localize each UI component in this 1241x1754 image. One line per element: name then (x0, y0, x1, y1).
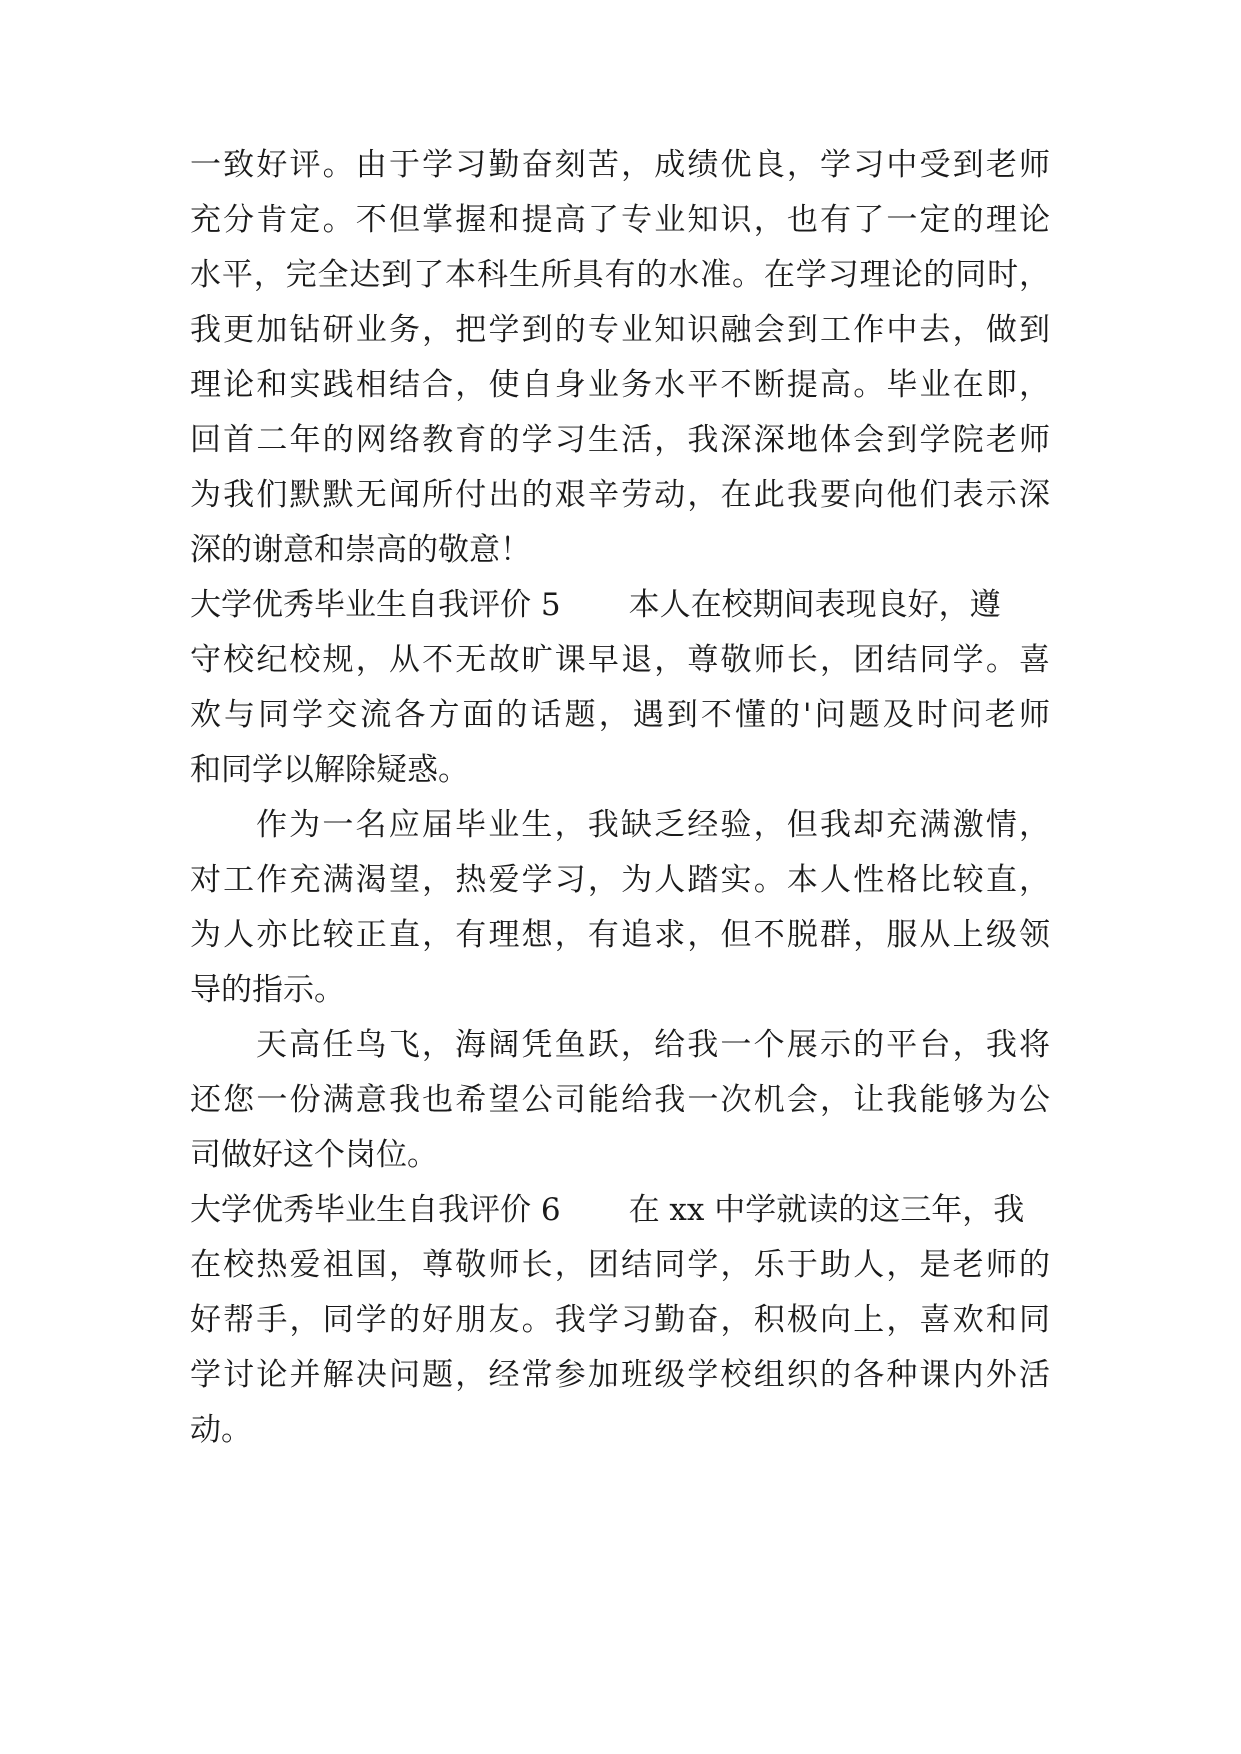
text-line: 和同学以解除疑惑。 (190, 752, 469, 788)
text-line: 水平，完全达到了本科生所具有的水准。在学习理论的同时， (190, 257, 1050, 293)
section-intro-text: 在 xx 中学就读的这三年，我 (628, 1192, 1025, 1228)
text-line: 好帮手，同学的好朋友。我学习勤奋，积极向上，喜欢和同 (190, 1302, 1050, 1338)
text-line: 动。 (190, 1412, 252, 1448)
text-line: 守校纪校规，从不无故旷课早退，尊敬师长，团结同学。喜 (190, 642, 1050, 678)
text-line: 在校热爱祖国，尊敬师长，团结同学，乐于助人，是老师的 (190, 1247, 1050, 1283)
text-line: 充分肯定。不但掌握和提高了专业知识，也有了一定的理论 (190, 202, 1050, 238)
text-line: 对工作充满渴望，热爱学习，为人踏实。本人性格比较直， (190, 862, 1050, 898)
section-heading-6 (190, 1185, 1050, 1235)
document-page (190, 0, 1050, 1754)
text-line: 一致好评。由于学习勤奋刻苦，成绩优良，学习中受到老师 (190, 147, 1050, 183)
text-line: 司做好这个岗位。 (190, 1137, 438, 1173)
section-title: 大学优秀毕业生自我评价 6 (190, 1192, 561, 1228)
text-line: 为人亦比较正直，有理想，有追求，但不脱群，服从上级领 (190, 917, 1050, 953)
text-line: 回首二年的网络教育的学习生活，我深深地体会到学院老师 (190, 422, 1050, 458)
text-line: 天高任鸟飞，海阔凭鱼跃，给我一个展示的平台，我将 (256, 1027, 1050, 1063)
text-line: 作为一名应届毕业生，我缺乏经验，但我却充满激情， (256, 807, 1050, 843)
section-heading-5 (190, 580, 1050, 630)
text-line: 欢与同学交流各方面的话题，遇到不懂的'问题及时问老师 (190, 697, 1050, 733)
text-line: 深的谢意和崇高的敬意！ (190, 532, 531, 568)
text-line: 导的指示。 (190, 972, 345, 1008)
section-intro-text: 本人在校期间表现良好，遵 (628, 587, 1001, 623)
text-line: 学讨论并解决问题，经常参加班级学校组织的各种课内外活 (190, 1357, 1050, 1393)
text-line: 理论和实践相结合，使自身业务水平不断提高。毕业在即， (190, 367, 1050, 403)
section-title: 大学优秀毕业生自我评价 5 (190, 587, 561, 623)
text-line: 还您一份满意我也希望公司能给我一次机会，让我能够为公 (190, 1082, 1050, 1118)
text-line: 我更加钻研业务，把学到的专业知识融会到工作中去，做到 (190, 312, 1050, 348)
text-line: 为我们默默无闻所付出的艰辛劳动，在此我要向他们表示深 (190, 477, 1050, 513)
